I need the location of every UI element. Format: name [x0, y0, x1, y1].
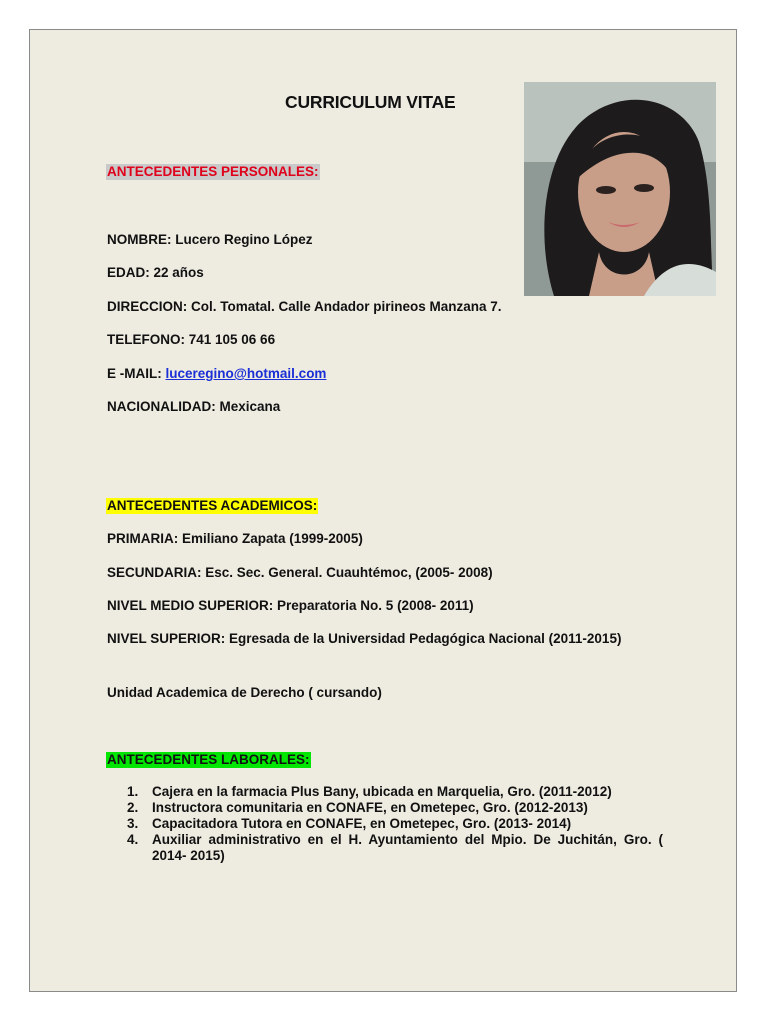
- list-item: [107, 816, 663, 832]
- academic-heading: ANTECEDENTES ACADEMICOS:: [107, 498, 318, 513]
- list-number: 2.: [127, 800, 139, 815]
- high-school-line: NIVEL MEDIO SUPERIOR: Preparatoria No. 5 (2008- 2011): [107, 598, 474, 613]
- labor-heading: ANTECEDENTES LABORALES:: [107, 752, 310, 767]
- cv-page: [29, 29, 737, 992]
- email-label: E -MAIL:: [107, 366, 166, 381]
- phone-line: TELEFONO: 741 105 06 66: [107, 332, 276, 347]
- law-line: Unidad Academica de Derecho ( cursando): [107, 685, 382, 700]
- name-line: NOMBRE: Lucero Regino López: [107, 232, 313, 247]
- job-text: Auxiliar administrativo en el H. Ayuntamiento del Mpio. De Juchitán, Gro. ( 2014- 2015): [152, 832, 663, 863]
- job-text: Cajera en la farmacia Plus Bany, ubicada en Marquelia, Gro. (2011-2012): [152, 784, 612, 799]
- secondary-line: SECUNDARIA: Esc. Sec. General. Cuauhtémoc, (2005- 2008): [107, 565, 493, 580]
- email-line: [107, 366, 326, 382]
- list-number: 4.: [127, 832, 139, 847]
- university-line: NIVEL SUPERIOR: Egresada de la Universidad Pedagógica Nacional (2011-2015): [107, 631, 622, 646]
- list-item: [107, 800, 663, 816]
- page-title: CURRICULUM VITAE: [285, 92, 456, 112]
- job-text: Instructora comunitaria en CONAFE, en Ometepec, Gro. (2012-2013): [152, 800, 588, 815]
- primary-line: PRIMARIA: Emiliano Zapata (1999-2005): [107, 531, 363, 546]
- age-line: EDAD: 22 años: [107, 265, 204, 280]
- list-item: [107, 832, 663, 864]
- nationality-line: NACIONALIDAD: Mexicana: [107, 399, 281, 414]
- address-line: DIRECCION: Col. Tomatal. Calle Andador pirineos Manzana 7.: [107, 299, 502, 314]
- job-text: Capacitadora Tutora en CONAFE, en Ometepec, Gro. (2013- 2014): [152, 816, 572, 831]
- job-list: [107, 784, 663, 864]
- list-number: 3.: [127, 816, 139, 831]
- list-number: 1.: [127, 784, 139, 799]
- email-link[interactable]: luceregino@hotmail.com: [165, 366, 327, 381]
- personal-heading: ANTECEDENTES PERSONALES:: [107, 164, 319, 179]
- list-item: [107, 784, 663, 800]
- profile-photo: [524, 82, 716, 296]
